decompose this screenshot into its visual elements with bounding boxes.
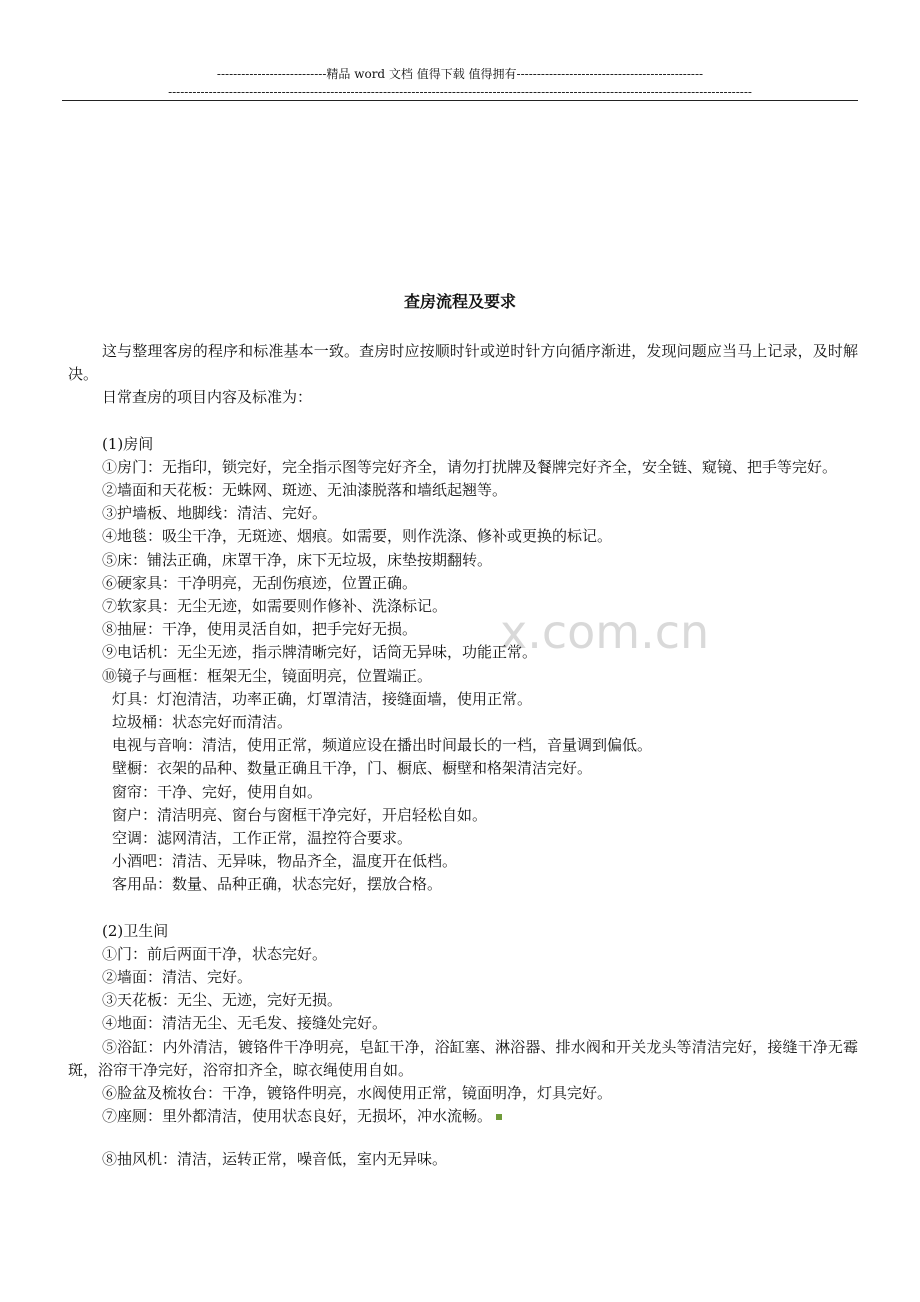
- room-item: ⑦软家具：无尘无迹，如需要则作修补、洗涤标记。: [102, 597, 448, 616]
- header-line-1: ---------------------------精品 word 文档 值得下载 值得拥有----------------------------------------------: [216, 67, 704, 81]
- bath-item: ⑧抽风机：清洁，运转正常，噪音低，室内无异味。: [102, 1149, 448, 1168]
- document-body: [68, 340, 858, 1171]
- bath-item: ③天花板：无尘、无迹，完好无损。: [102, 991, 343, 1010]
- bath-item: ④地面：清洁无尘、无毛发、接缝处完好。: [102, 1014, 388, 1033]
- room-item: ⑨电话机：无尘无迹，指示牌清晰完好，话筒无异味，功能正常。: [102, 643, 538, 662]
- room-extra-item: 灯具：灯泡清洁，功率正确，灯罩清洁，接缝面墙，使用正常。: [112, 689, 533, 708]
- room-item: ⑩镜子与画框：框架无尘，镜面明亮，位置端正。: [102, 666, 433, 685]
- bath-item-text: ⑦座厕：里外都清洁，使用状态良好，无损坏，冲水流畅。: [102, 1107, 493, 1126]
- room-extra-item: 空调：滤网清洁，工作正常，温控符合要求。: [112, 829, 413, 848]
- header-rule: [62, 100, 858, 101]
- room-extra-item: 客用品：数量、品种正确，状态完好，摆放合格。: [112, 875, 443, 894]
- room-extra-item: 垃圾桶：状态完好而清洁。: [112, 713, 293, 732]
- room-item: ④地毯：吸尘干净，无斑迹、烟痕。如需要，则作洗涤、修补或更换的标记。: [102, 527, 613, 546]
- bath-item: ②墙面：清洁、完好。: [102, 968, 253, 987]
- room-item: ③护墙板、地脚线：清洁、完好。: [102, 504, 328, 523]
- room-extra-item: 小酒吧：清洁、无异味，物品齐全，温度开在低档。: [112, 852, 458, 871]
- bath-heading: (2)卫生间: [102, 921, 169, 940]
- green-marker-icon: [496, 1114, 502, 1120]
- intro-paragraph: 这与整理客房的程序和标准基本一致。查房时应按顺时针或逆时针方向循序渐进，发现问题应当马上记录，及时解决。: [68, 342, 858, 384]
- bath-item: ①门：前后两面干净，状态完好。: [102, 944, 328, 963]
- room-extra-item: 壁橱：衣架的品种、数量正确且干净，门、橱底、橱壁和格架清洁完好。: [112, 759, 593, 778]
- bath-item: [68, 1105, 858, 1128]
- page-title: 查房流程及要求: [403, 292, 516, 311]
- room-heading: (1)房间: [102, 434, 154, 453]
- intro-subheading: 日常查房的项目内容及标准为：: [102, 388, 313, 407]
- room-item: ②墙面和天花板：无蛛网、斑迹、无油漆脱落和墙纸起翘等。: [102, 481, 508, 500]
- watermark: x.com.cn: [500, 605, 710, 659]
- room-item: ⑧抽屉：干净，使用灵活自如，把手完好无损。: [102, 620, 418, 639]
- bath-item: ⑥脸盆及梳妆台：干净，镀铬件明亮，水阀使用正常，镜面明净，灯具完好。: [102, 1084, 613, 1103]
- bath-item: ⑤浴缸：内外清洁，镀铬件干净明亮，皂缸干净，浴缸塞、淋浴器、排水阀和开关龙头等清洁完好，接缝干净无霉斑，浴帘干净完好，浴帘扣齐全，晾衣绳使用自如。: [68, 1037, 858, 1079]
- header-line-2: ------------------------------------------------------------------------------------------------------------------------------------------------: [168, 85, 752, 99]
- room-item: ⑤床：铺法正确，床罩干净，床下无垃圾，床垫按期翻转。: [102, 550, 493, 569]
- room-item: ①房门：无指印，锁完好，完全指示图等完好齐全，请勿打扰牌及餐牌完好齐全，安全链、窥镜、把手等完好。: [102, 457, 838, 476]
- room-extra-item: 电视与音响：清洁，使用正常，频道应设在播出时间最长的一档，音量调到偏低。: [112, 736, 653, 755]
- room-item: ⑥硬家具：干净明亮，无刮伤痕迹，位置正确。: [102, 573, 418, 592]
- room-extra-item: 窗户：清洁明亮、窗台与窗框干净完好，开启轻松自如。: [112, 805, 488, 824]
- room-extra-item: 窗帘：干净、完好，使用自如。: [112, 782, 323, 801]
